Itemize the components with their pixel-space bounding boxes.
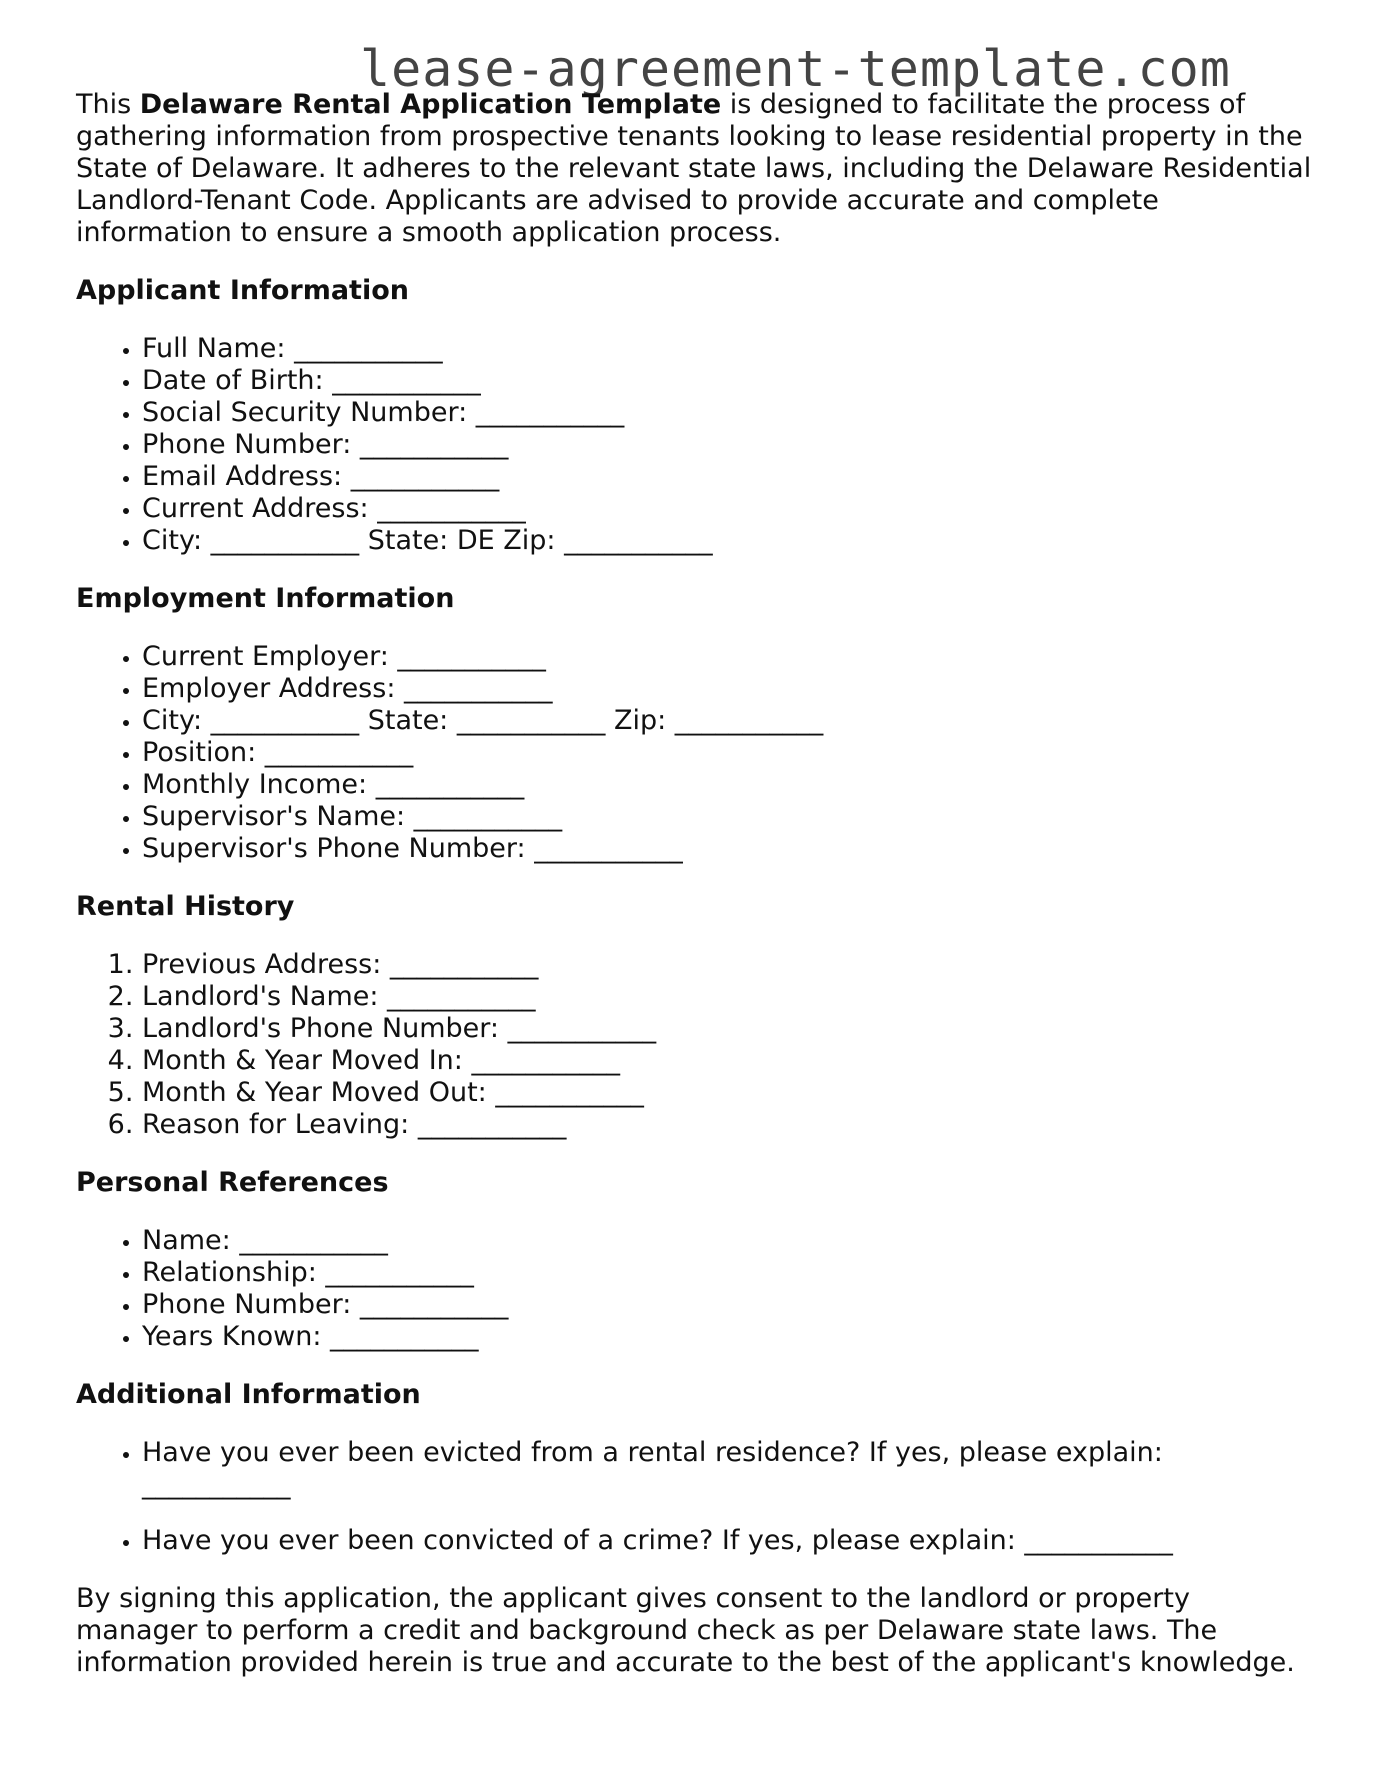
list-item: 3. Landlord's Phone Number: ___________ — [142, 1013, 1316, 1045]
list-item: • Full Name: ___________ — [142, 333, 1316, 365]
list-item: • City: ___________ State: ___________ Zip: ___________ — [142, 705, 1316, 737]
document-body — [76, 89, 1316, 1679]
list-item: • Date of Birth: ___________ — [142, 365, 1316, 397]
closing-paragraph: By signing this application, the applicant gives consent to the landlord or property manager to perform a credit and background check as per Delaware state laws. The information provided herein is true and accurate to the best of the applicant's knowledge. — [76, 1583, 1295, 1678]
watermark: lease-agreement-template.com — [360, 40, 1231, 98]
list-item: 4. Month & Year Moved In: ___________ — [142, 1045, 1316, 1077]
list-item: • Name: ___________ — [142, 1225, 1316, 1257]
list-item: • Monthly Income: ___________ — [142, 769, 1316, 801]
applicant-list — [76, 333, 1316, 557]
section-heading-employment: Employment Information — [76, 583, 455, 614]
intro-title: Delaware Rental Application Template — [139, 89, 722, 120]
intro-prefix: This — [76, 89, 140, 120]
list-item: 2. Landlord's Name: ___________ — [142, 981, 1316, 1013]
list-item: • Phone Number: ___________ — [142, 1289, 1316, 1321]
list-item: • Current Employer: ___________ — [142, 641, 1316, 673]
list-item: • Position: ___________ — [142, 737, 1316, 769]
employment-list — [76, 641, 1316, 865]
section-heading-additional: Additional Information — [76, 1379, 421, 1410]
rental-history-list — [76, 949, 1316, 1141]
list-item: • Email Address: ___________ — [142, 461, 1316, 493]
list-item: • City: ___________ State: DE Zip: ___________ — [142, 525, 1316, 557]
additional-list — [76, 1437, 1316, 1557]
section-heading-rental-history: Rental History — [76, 891, 295, 922]
intro-suffix: is designed to facilitate the process of gathering information from prospective tenants looking to lease residential property in the State of Delaware. It adheres to the relevant state laws, including the Delaware Residential Landlord-Tenant Code. Applicants are advised to provide accurate and complete information to ensure a smooth application process. — [76, 89, 1312, 248]
list-item: • Supervisor's Phone Number: ___________ — [142, 833, 1316, 865]
list-item: • Years Known: ___________ — [142, 1321, 1316, 1353]
list-item: 6. Reason for Leaving: ___________ — [142, 1109, 1316, 1141]
list-item: • Phone Number: ___________ — [142, 429, 1316, 461]
section-heading-references: Personal References — [76, 1167, 389, 1198]
intro-paragraph — [76, 89, 1316, 249]
list-item: 1. Previous Address: ___________ — [142, 949, 1316, 981]
section-heading-applicant: Applicant Information — [76, 275, 409, 306]
list-item: 5. Month & Year Moved Out: ___________ — [142, 1077, 1316, 1109]
list-item: • Current Address: ___________ — [142, 493, 1316, 525]
references-list — [76, 1225, 1316, 1353]
list-item: • Supervisor's Name: ___________ — [142, 801, 1316, 833]
list-item: • Social Security Number: ___________ — [142, 397, 1316, 429]
list-item: • Have you ever been convicted of a crime? If yes, please explain: ___________ — [142, 1525, 1316, 1557]
list-item: • Have you ever been evicted from a rental residence? If yes, please explain: ___________ — [142, 1437, 1316, 1501]
list-item: • Employer Address: ___________ — [142, 673, 1316, 705]
list-item: • Relationship: ___________ — [142, 1257, 1316, 1289]
